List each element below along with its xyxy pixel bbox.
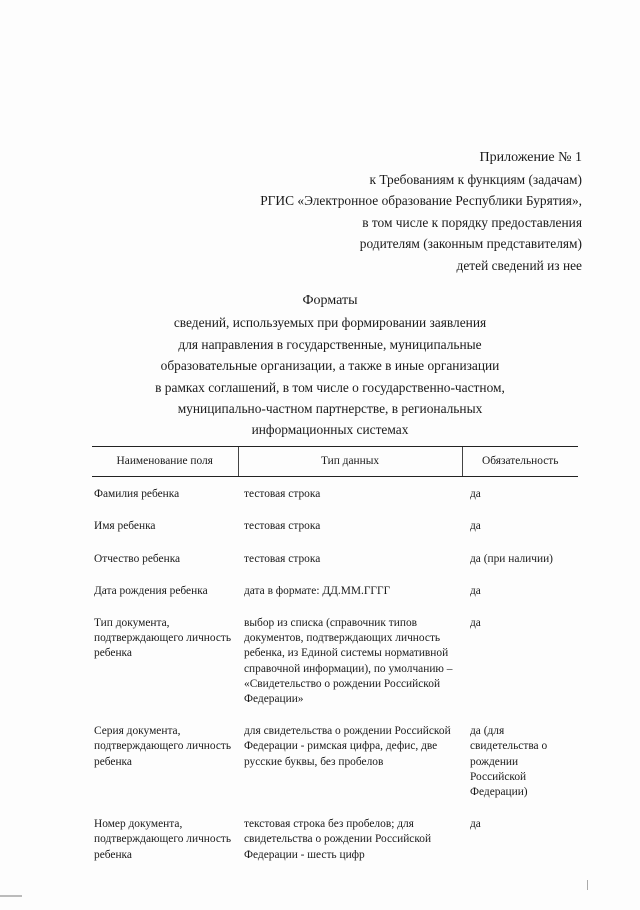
column-header-required: Обязательность <box>462 447 578 477</box>
required-cell: да <box>470 584 481 597</box>
data-type-cell: тестовая строка <box>244 520 321 533</box>
required-cell: да (для свидетельства о рождении Российской Федерации) <box>470 725 548 799</box>
field-name-cell: Отчество ребенка <box>94 552 181 565</box>
required-cell: да <box>470 488 481 501</box>
field-name-cell: Имя ребенка <box>94 520 156 533</box>
table-row <box>92 809 578 872</box>
column-header-data-type: Тип данных <box>238 447 462 477</box>
data-type-cell: дата в формате: ДД.ММ.ГГГГ <box>244 584 391 597</box>
data-type-cell: выбор из списка (справочник типов документов, подтверждающих личность ребенка, из Единой системы нормативной справочной информации), по умолчанию – «Свидетельство о рождении Российской Федерации» <box>244 617 453 706</box>
data-type-cell: для свидетельства о рождении Российской Федерации - римская цифра, дефис, две русские буквы, без пробелов <box>244 725 451 768</box>
table-row <box>92 511 578 543</box>
title-line: образовательные организации, а также в иные организации <box>160 358 500 374</box>
table-row <box>92 544 578 576</box>
column-header-field-name: Наименование поля <box>92 447 238 477</box>
table-row <box>92 576 578 608</box>
field-name-cell: Фамилия ребенка <box>94 488 180 501</box>
scan-edge-mark <box>587 880 588 890</box>
appendix-line: Приложение № 1 <box>479 150 582 165</box>
title-line: в рамках соглашений, в том числе о государственно-частном, <box>155 379 505 395</box>
data-type-cell: текстовая строка без пробелов; для свидетельства о рождении Российской Федерации - шесть цифр <box>244 818 432 861</box>
appendix-header <box>260 147 582 276</box>
field-name-cell: Номер документа, подтверждающего личность ребенка <box>94 818 232 861</box>
title-line: информационных системах <box>251 422 409 438</box>
required-cell: да <box>470 520 481 533</box>
table-header-row <box>92 447 578 477</box>
table-row <box>92 477 578 512</box>
formats-table <box>92 446 578 872</box>
appendix-line: детей сведений из нее <box>456 257 582 273</box>
field-name-cell: Серия документа, подтверждающего личность ребенка <box>94 725 232 768</box>
title-line: сведений, используемых при формировании заявления <box>173 315 487 331</box>
field-name-cell: Дата рождения ребенка <box>94 584 208 597</box>
title-heading: Форматы <box>302 293 358 308</box>
document-title <box>90 290 570 441</box>
data-type-cell: тестовая строка <box>244 488 321 501</box>
required-cell: да <box>470 818 481 831</box>
appendix-line: в том числе к порядку предоставления <box>362 214 582 230</box>
appendix-line: родителям (законным представителям) <box>359 236 582 251</box>
title-line: для направления в государственные, муниципальные <box>178 336 482 352</box>
title-line: муниципально-частном партнерстве, в региональных <box>177 401 483 417</box>
appendix-line: к Требованиям к функциям (задачам) <box>369 171 582 187</box>
scan-corner-mark <box>0 895 22 897</box>
field-name-cell: Тип документа, подтверждающего личность ребенка <box>94 617 232 660</box>
table-row <box>92 608 578 716</box>
table-row <box>92 716 578 809</box>
data-type-cell: тестовая строка <box>244 552 321 565</box>
appendix-line: РГИС «Электронное образование Республики Бурятия», <box>260 193 582 208</box>
required-cell: да (при наличии) <box>470 552 553 565</box>
required-cell: да <box>470 617 481 630</box>
